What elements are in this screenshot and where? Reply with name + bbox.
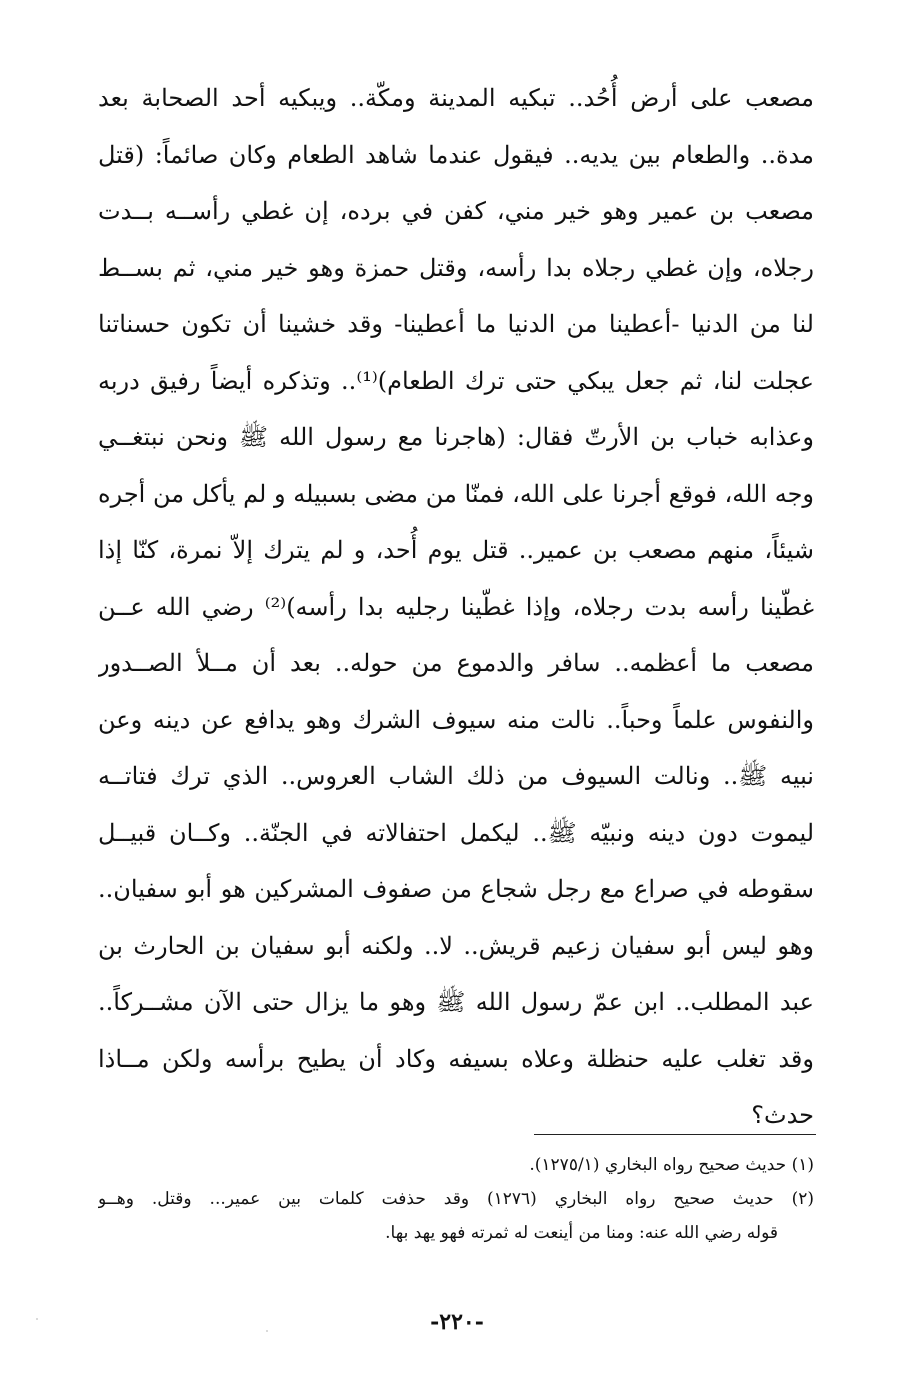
footnote-2-continuation: قوله رضي الله عنه: ومنا من أينعت له ثمرته فهو يهد بها. xyxy=(385,1223,778,1243)
main-text xyxy=(98,70,814,1144)
text-line-12: والنفوس علماً وحباً.. نالت منه سيوف الشرك وهو يدافع عن دينه وعن xyxy=(98,705,814,734)
footnote-divider xyxy=(534,1134,816,1135)
text-line-18: وقد تغلب عليه حنظلة وعلاه بسيفه وكاد أن يطيح برأسه ولكن مــاذا xyxy=(98,1044,814,1073)
page-number: -٢٢٠- xyxy=(430,1309,484,1335)
text-line-11: مصعب ما أعظمه.. سافر والدموع من حوله.. بعد أن مــلأ الصــدور xyxy=(98,649,814,677)
footnote-2: (٢) حديث صحيح رواه البخاري (١٢٧٦) وقد حذفت كلمات بين عمير... وقتل. وهــو xyxy=(98,1189,814,1209)
text-line-17: عبد المطلب.. ابن عمّ رسول الله ﷺ وهو ما يزال حتى الآن مشــركاً.. xyxy=(98,988,814,1016)
text-line-1: مصعب على أرض أُحُد.. تبكيه المدينة ومكّة.. ويبكيه أحد الصحابة بعد xyxy=(98,84,814,112)
text-line-19: حدث؟ xyxy=(751,1101,814,1129)
text-line-15: سقوطه في صراع مع رجل شجاع من صفوف المشركين هو أبو سفيان.. xyxy=(98,875,814,903)
scan-speck xyxy=(36,1318,38,1320)
text-line-14: ليموت دون دينه ونبيّه ﷺ.. ليكمل احتفالاته في الجنّة.. وكــان قبيــل xyxy=(98,818,814,847)
scan-speck xyxy=(266,1330,268,1332)
footnote-1: (١) حديث صحيح رواه البخاري (١٢٧٥/١). xyxy=(529,1155,814,1175)
text-line-10: غطّينا رأسه بدت رجلاه، وإذا غطّينا رجليه بدا رأسه)⁽²⁾ رضي الله عــن xyxy=(98,592,814,621)
text-line-8: وجه الله، فوقع أجرنا على الله، فمنّا من مضى بسبيله و لم يأكل من أجره xyxy=(98,479,814,508)
text-line-3: مصعب بن عمير وهو خير مني، كفن في برده، إن غطي رأســه بــدت xyxy=(98,197,814,225)
text-line-2: مدة.. والطعام بين يديه.. فيقول عندما شاهد الطعام وكان صائماً: (قتل xyxy=(98,140,814,169)
footnotes xyxy=(98,1148,814,1250)
text-line-13: نبيه ﷺ.. ونالت السيوف من ذلك الشاب العروس.. الذي ترك فتاتــه xyxy=(98,762,814,790)
text-line-6: عجلت لنا، ثم جعل يبكي حتى ترك الطعام)⁽¹⁾.. وتذكره أيضاً رفيق دربه xyxy=(98,366,814,395)
text-line-9: شيئاً، منهم مصعب بن عمير.. قتل يوم أُحد، و لم يترك إلاّ نمرة، كنّا إذا xyxy=(98,536,814,564)
text-line-16: وهو ليس أبو سفيان زعيم قريش.. لا.. ولكنه أبو سفيان بن الحارث بن xyxy=(98,931,814,960)
text-line-4: رجلاه، وإن غطي رجلاه بدا رأسه، وقتل حمزة وهو خير مني، ثم بســط xyxy=(98,253,814,282)
text-line-5: لنا من الدنيا -أعطينا من الدنيا ما أعطينا- وقد خشينا أن تكون حسناتنا xyxy=(98,310,814,338)
text-line-7: وعذابه خباب بن الأرتّ فقال: (هاجرنا مع رسول الله ﷺ ونحن نبتغــي xyxy=(98,423,814,451)
